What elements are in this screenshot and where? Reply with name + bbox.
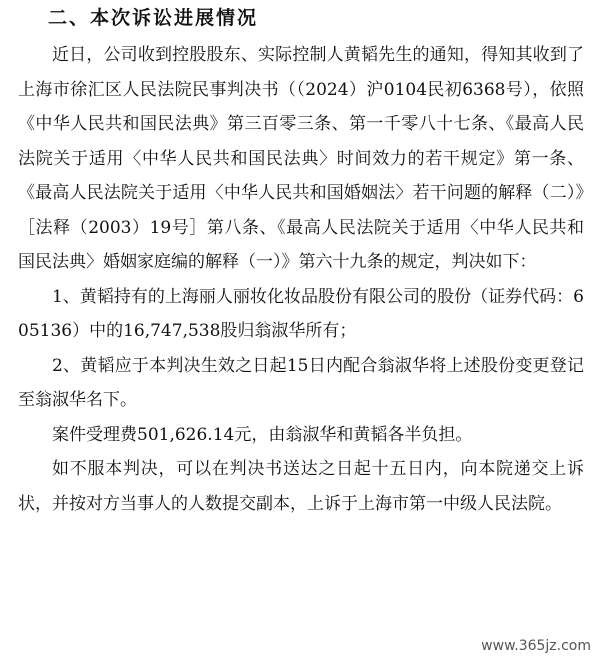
section-heading: 二、本次诉讼进展情况 — [48, 7, 259, 29]
paragraph-appeal: 如不服本判决，可以在判决书送达之日起十五日内，向本院递交上诉状，并按对方当事人的人数提交副本，上诉于上海市第一中级人民法院。 — [18, 459, 584, 514]
paragraph-court-fee: 案件受理费501,626.14元，由翁淑华和黄韬各半负担。 — [52, 424, 473, 445]
paragraph-ruling-2: 2、黄韬应于本判决生效之日起15日内配合翁淑华将上述股份变更登记至翁淑华名下。 — [18, 355, 584, 410]
document-body — [18, 4, 584, 521]
paragraph-notice: 近日，公司收到控股股东、实际控制人黄韬先生的通知，得知其收到了上海市徐汇区人民法院民事判决书（（2024）沪0104民初6368号），依照《中华人民共和国民法典》第三百零三条、第一千零八十七条、《最高人民法院关于适用〈中华人民共和国民法典〉时间效力的若干规定》第一条、《最高人民法院关于适用〈中华人民共和国婚姻法〉若干问题的解释（二）》［法释（2003）19号］第八条、《最高人民法院关于适用〈中华人民共和国民法典〉婚姻家庭编的解释（一）》第六十九条的规定，判决如下： — [18, 45, 584, 272]
paragraph-ruling-1: 1、黄韬持有的上海丽人丽妆化妆品股份有限公司的股份（证券代码：605136）中的16,747,538股归翁淑华所有； — [18, 286, 584, 341]
site-watermark: www.365jz.com — [481, 638, 591, 654]
